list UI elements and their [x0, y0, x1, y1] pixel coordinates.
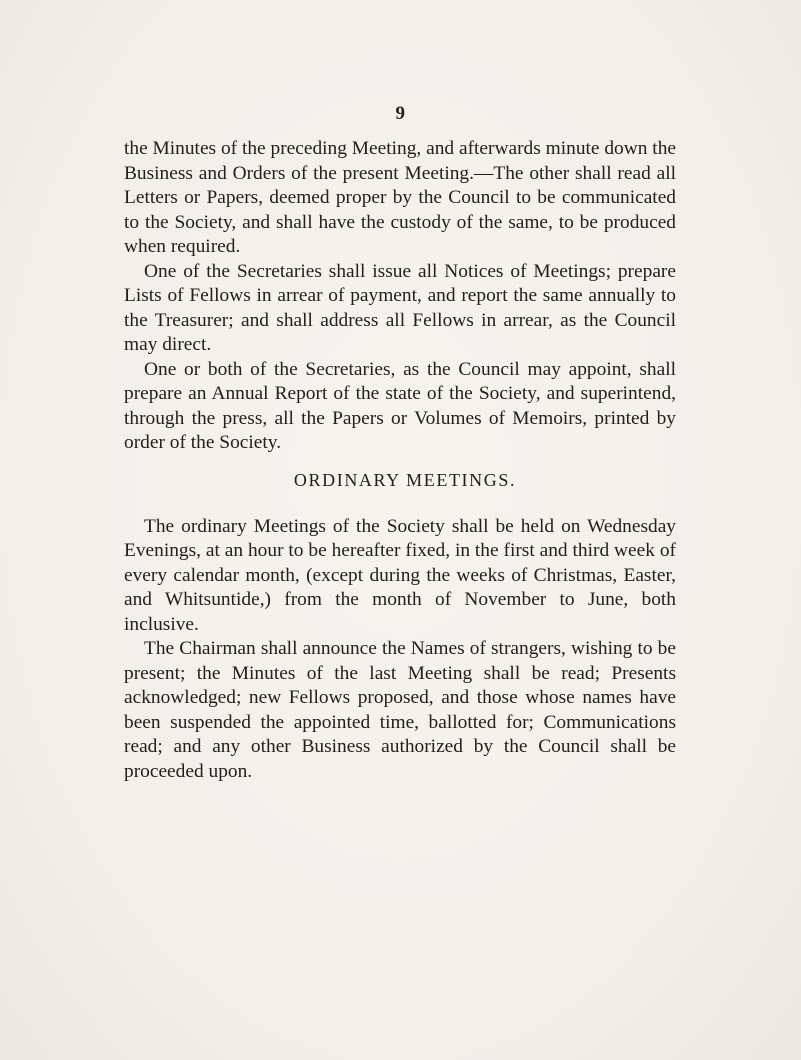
section-heading: ORDINARY MEETINGS.: [293, 469, 517, 490]
paragraph-chairman: The Chairman shall announce the Names of strangers, wishing to be present; the Minutes of the last Meeting shall be read; Presents acknowledged; new Fellows proposed, and those whose names have been suspended the appointed time, ballotted for; Communications read; and any other Business authorized by the Council shall be proceeded upon.: [124, 638, 676, 782]
page-body: [124, 137, 676, 784]
page-number: 9: [395, 103, 406, 124]
paragraph-secretaries-notices: One of the Secretaries shall issue all Notices of Meetings; prepare Lists of Fellows in arrear of payment, and report the same annually to the Treasurer; and shall address all Fellows in arrear, as the Council may direct.: [124, 260, 676, 355]
paragraph-secretaries-report: One or both of the Secretaries, as the Council may appoint, shall prepare an Annual Report of the state of the Society, and superintend, through the press, all the Papers or Volumes of Memoirs, printed by order of the Society.: [124, 358, 676, 453]
paragraph-ordinary-meetings: The ordinary Meetings of the Society shall be held on Wednesday Evenings, at an hour to be hereafter fixed, in the first and third week of every calendar month, (except during the weeks of Christmas, Easter, and Whitsuntide,) from the month of November to June, both inclusive.: [124, 515, 676, 635]
paragraph-continuation: the Minutes of the preceding Meeting, and afterwards minute down the Business and Orders of the present Meeting.—The other shall read all Letters or Papers, deemed proper by the Council to be communicated to the Society, and shall have the custody of the same, to be produced when required.: [124, 138, 676, 257]
